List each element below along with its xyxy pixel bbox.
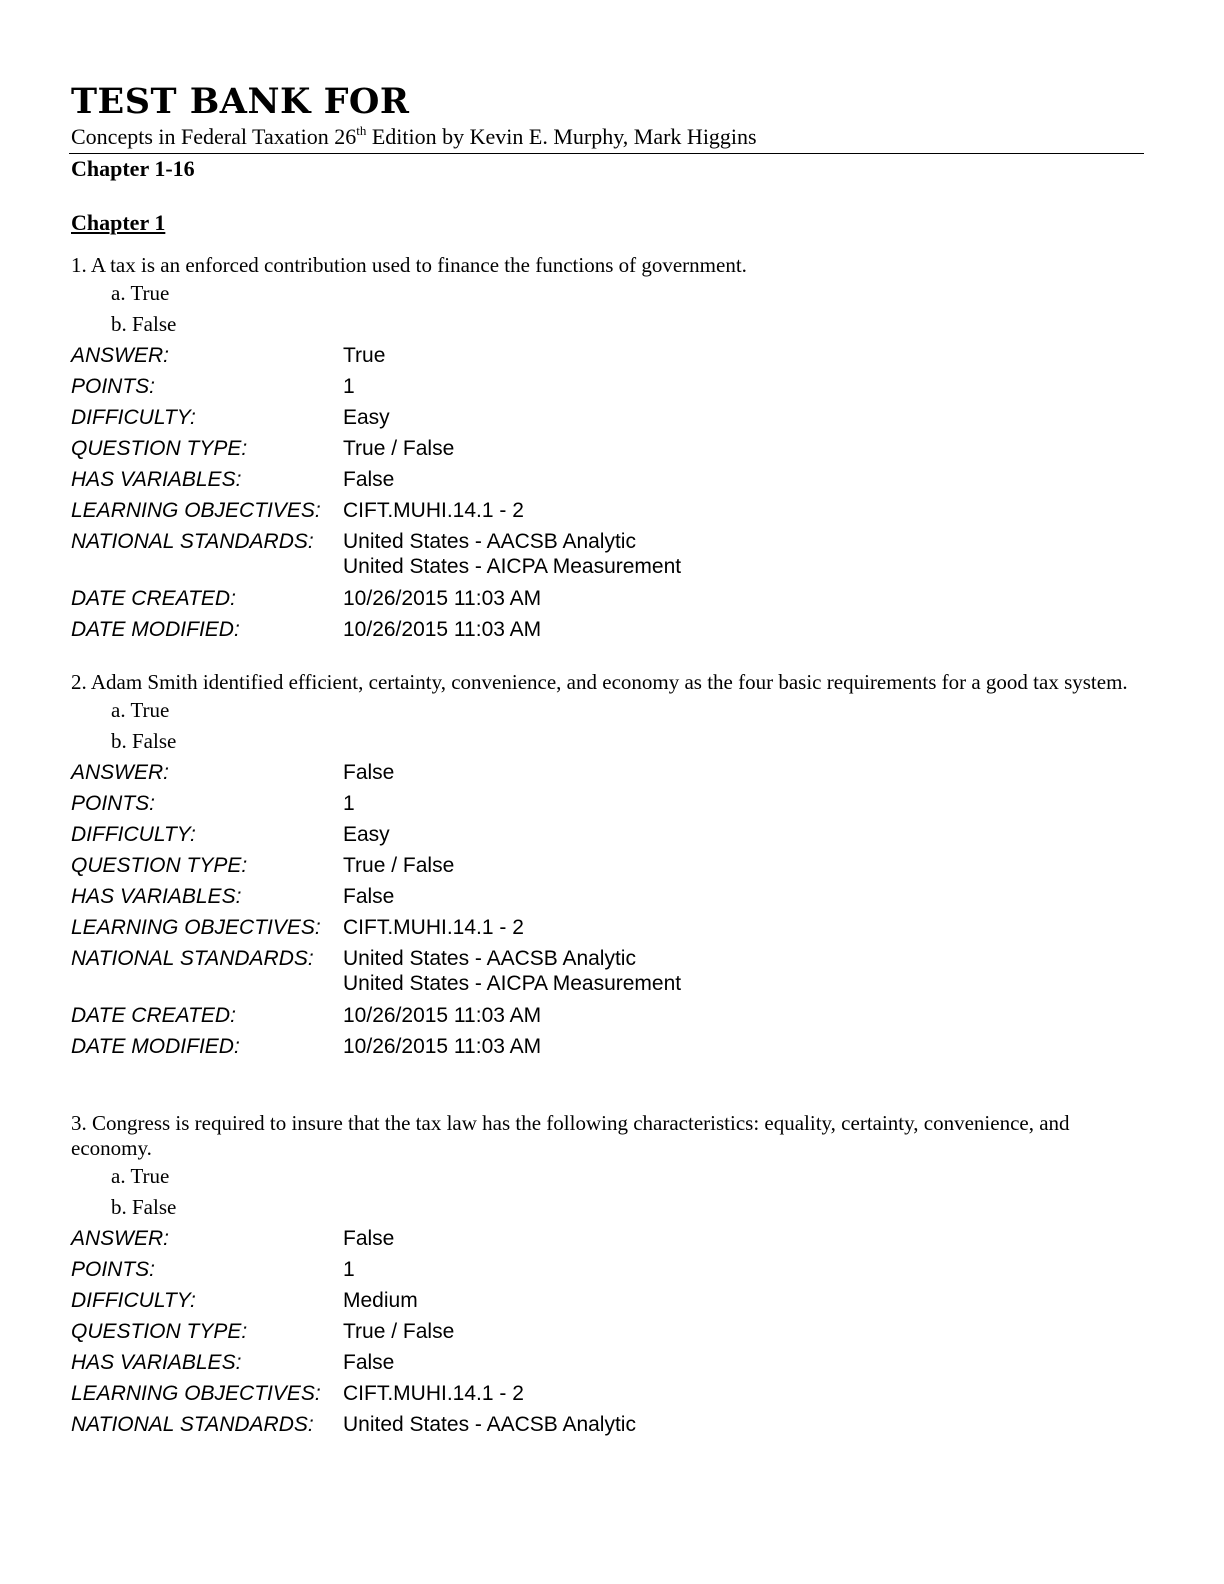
learning-objectives-row bbox=[71, 912, 1131, 943]
national-standard-item: United States - AACSB Analytic bbox=[343, 530, 636, 553]
answer-label: ANSWER: bbox=[71, 1227, 170, 1250]
points-value: 1 bbox=[343, 1258, 355, 1281]
learning-objectives-label: LEARNING OBJECTIVES: bbox=[71, 499, 321, 522]
learning-objectives-row bbox=[71, 1378, 1131, 1409]
points-label: POINTS: bbox=[71, 1258, 156, 1281]
subtitle-text: Concepts in Federal Taxation 26 bbox=[71, 124, 357, 149]
difficulty-row bbox=[71, 819, 1131, 850]
learning-objectives-label: LEARNING OBJECTIVES: bbox=[71, 916, 321, 939]
chapter-heading: Chapter 1 bbox=[71, 210, 166, 235]
national-standard-item: United States - AACSB Analytic bbox=[343, 947, 636, 970]
difficulty-row bbox=[71, 402, 1131, 433]
option-b: b. False bbox=[111, 312, 177, 336]
learning-objectives-row bbox=[71, 495, 1131, 526]
difficulty-label: DIFFICULTY: bbox=[71, 823, 196, 846]
question-text: 3. Congress is required to insure that the tax law has the following characteristics: equality, certainty, convenience, and economy. bbox=[71, 1111, 1070, 1160]
date-modified-row bbox=[71, 614, 1131, 645]
difficulty-label: DIFFICULTY: bbox=[71, 1289, 196, 1312]
has-variables-value: False bbox=[343, 1351, 395, 1374]
answer-value: False bbox=[343, 1227, 395, 1250]
national-standards-value bbox=[343, 1409, 636, 1440]
national-standards-value bbox=[343, 946, 681, 996]
has-variables-row bbox=[71, 464, 1131, 495]
answer-options bbox=[71, 695, 1131, 757]
national-standards-label: NATIONAL STANDARDS: bbox=[71, 530, 314, 553]
national-standard-item: United States - AICPA Measurement bbox=[343, 972, 682, 995]
answer-value: True bbox=[343, 344, 386, 367]
subtitle-text-rest: Edition by Kevin E. Murphy, Mark Higgins bbox=[366, 124, 757, 149]
subtitle-superscript: th bbox=[356, 123, 367, 138]
question-type-label: QUESTION TYPE: bbox=[71, 437, 248, 460]
chapter-range: Chapter 1-16 bbox=[71, 156, 195, 181]
question-type-label: QUESTION TYPE: bbox=[71, 1320, 248, 1343]
question-metadata bbox=[71, 757, 1131, 1062]
date-modified-label: DATE MODIFIED: bbox=[71, 618, 240, 641]
date-modified-label: DATE MODIFIED: bbox=[71, 1035, 240, 1058]
document-title: TEST BANK FOR bbox=[71, 81, 410, 122]
question-type-label: QUESTION TYPE: bbox=[71, 854, 248, 877]
answer-options bbox=[71, 1161, 1131, 1223]
date-created-value: 10/26/2015 11:03 AM bbox=[343, 1004, 542, 1027]
answer-row bbox=[71, 757, 1131, 788]
question-type-value: True / False bbox=[343, 1320, 455, 1343]
has-variables-row bbox=[71, 1347, 1131, 1378]
national-standards-row bbox=[71, 943, 1131, 1000]
option-b: b. False bbox=[111, 1195, 177, 1219]
has-variables-value: False bbox=[343, 468, 395, 491]
date-created-label: DATE CREATED: bbox=[71, 1004, 236, 1027]
option-a: a. True bbox=[111, 1164, 170, 1188]
answer-row bbox=[71, 1223, 1131, 1254]
learning-objectives-value: CIFT.MUHI.14.1 - 2 bbox=[343, 499, 524, 522]
date-created-label: DATE CREATED: bbox=[71, 587, 236, 610]
difficulty-value: Medium bbox=[343, 1289, 418, 1312]
difficulty-row bbox=[71, 1285, 1131, 1316]
question-metadata bbox=[71, 340, 1131, 645]
question-type-row bbox=[71, 433, 1131, 464]
answer-label: ANSWER: bbox=[71, 344, 170, 367]
national-standards-value bbox=[343, 529, 681, 579]
document-subtitle bbox=[71, 123, 757, 151]
question-type-row bbox=[71, 850, 1131, 881]
answer-label: ANSWER: bbox=[71, 761, 170, 784]
national-standard-item: United States - AICPA Measurement bbox=[343, 555, 682, 578]
has-variables-label: HAS VARIABLES: bbox=[71, 468, 242, 491]
answer-row bbox=[71, 340, 1131, 371]
answer-value: False bbox=[343, 761, 395, 784]
difficulty-value: Easy bbox=[343, 406, 390, 429]
date-modified-row bbox=[71, 1031, 1131, 1062]
question-type-value: True / False bbox=[343, 437, 455, 460]
date-modified-value: 10/26/2015 11:03 AM bbox=[343, 1035, 542, 1058]
points-value: 1 bbox=[343, 792, 355, 815]
national-standard-item: United States - AACSB Analytic bbox=[343, 1413, 636, 1436]
option-b: b. False bbox=[111, 729, 177, 753]
difficulty-label: DIFFICULTY: bbox=[71, 406, 196, 429]
points-label: POINTS: bbox=[71, 792, 156, 815]
question-text: 2. Adam Smith identified efficient, certainty, convenience, and economy as the four basic requirements for a good tax system. bbox=[71, 670, 1128, 694]
question-metadata bbox=[71, 1223, 1131, 1440]
has-variables-label: HAS VARIABLES: bbox=[71, 1351, 242, 1374]
question-2 bbox=[71, 670, 1131, 1062]
question-text: 1. A tax is an enforced contribution used to finance the functions of government. bbox=[71, 253, 747, 277]
national-standards-row bbox=[71, 526, 1131, 583]
learning-objectives-value: CIFT.MUHI.14.1 - 2 bbox=[343, 1382, 524, 1405]
learning-objectives-value: CIFT.MUHI.14.1 - 2 bbox=[343, 916, 524, 939]
national-standards-label: NATIONAL STANDARDS: bbox=[71, 947, 314, 970]
question-type-value: True / False bbox=[343, 854, 455, 877]
points-value: 1 bbox=[343, 375, 355, 398]
option-a: a. True bbox=[111, 698, 170, 722]
national-standards-row bbox=[71, 1409, 1131, 1440]
answer-options bbox=[71, 278, 1131, 340]
points-row bbox=[71, 1254, 1131, 1285]
difficulty-value: Easy bbox=[343, 823, 390, 846]
date-modified-value: 10/26/2015 11:03 AM bbox=[343, 618, 542, 641]
header-divider bbox=[69, 153, 1144, 154]
date-created-value: 10/26/2015 11:03 AM bbox=[343, 587, 542, 610]
date-created-row bbox=[71, 1000, 1131, 1031]
national-standards-label: NATIONAL STANDARDS: bbox=[71, 1413, 314, 1436]
question-3 bbox=[71, 1111, 1131, 1440]
learning-objectives-label: LEARNING OBJECTIVES: bbox=[71, 1382, 321, 1405]
points-label: POINTS: bbox=[71, 375, 156, 398]
has-variables-label: HAS VARIABLES: bbox=[71, 885, 242, 908]
has-variables-value: False bbox=[343, 885, 395, 908]
option-a: a. True bbox=[111, 281, 170, 305]
points-row bbox=[71, 371, 1131, 402]
points-row bbox=[71, 788, 1131, 819]
question-type-row bbox=[71, 1316, 1131, 1347]
question-1 bbox=[71, 253, 1131, 645]
has-variables-row bbox=[71, 881, 1131, 912]
date-created-row bbox=[71, 583, 1131, 614]
